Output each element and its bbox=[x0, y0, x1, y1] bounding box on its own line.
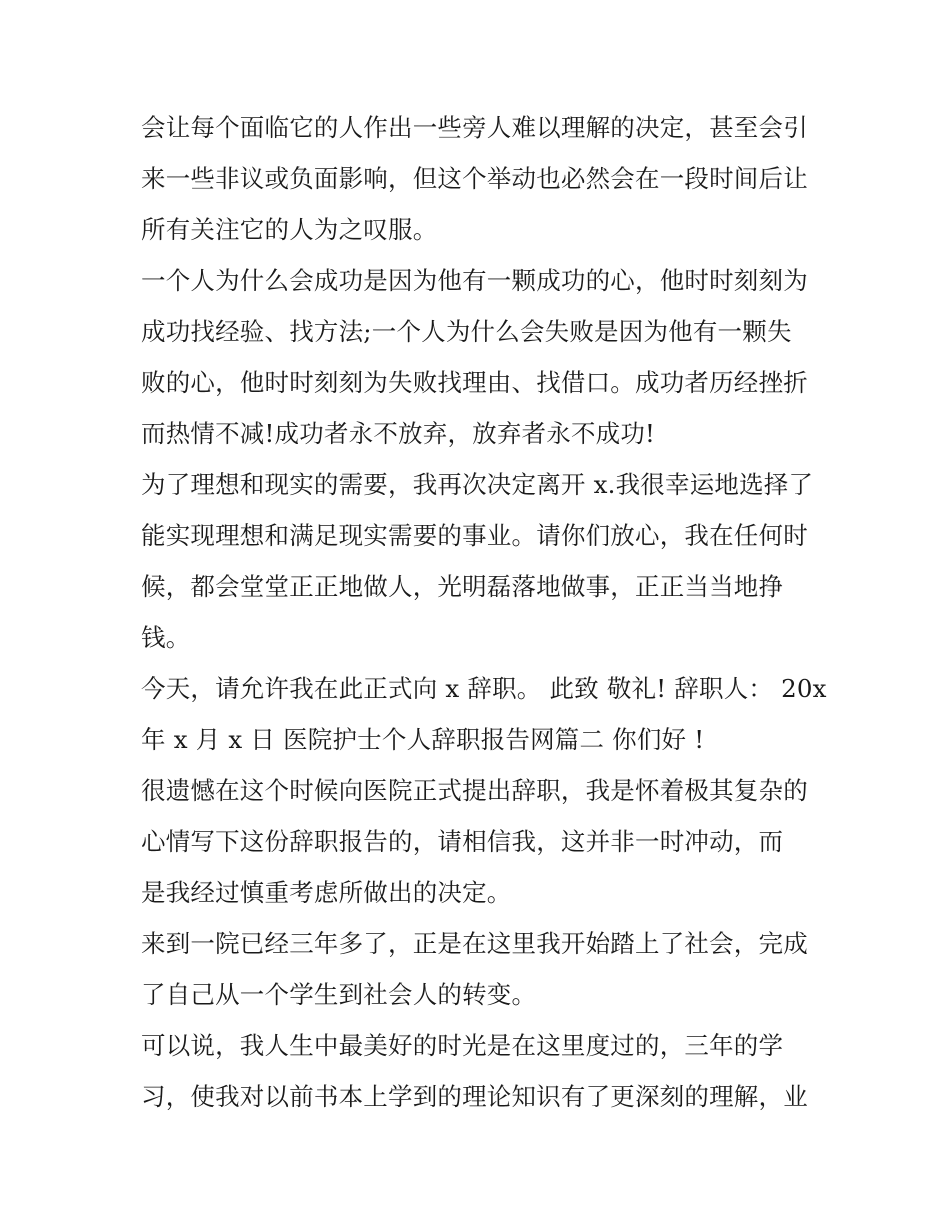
text-line: 能实现理想和满足现实需要的事业。请你们放心，我在任何时 bbox=[141, 521, 808, 550]
text-line: 来一些非议或负面影响，但这个举动也必然会在一段时间后让 bbox=[141, 164, 808, 193]
paragraph-2 bbox=[141, 255, 817, 459]
text-line: 成功找经验、找方法;一个人为什么会失败是因为他有一颗失 bbox=[141, 317, 792, 346]
text-line: 为了理想和现实的需要，我再次决定离开 x.我很幸运地选择了 bbox=[141, 470, 814, 499]
text-line: 今天，请允许我在此正式向 x 辞职。 此致 敬礼! 辞职人： 20x bbox=[141, 674, 827, 703]
paragraph-3 bbox=[141, 459, 817, 663]
paragraph-1 bbox=[141, 102, 817, 255]
text-line: 一个人为什么会成功是因为他有一颗成功的心，他时时刻刻为 bbox=[141, 266, 808, 295]
text-line: 所有关注它的人为之叹服。 bbox=[141, 215, 438, 244]
text-line: 心情写下这份辞职报告的，请相信我，这并非一时冲动，而 bbox=[141, 827, 784, 856]
paragraph-6 bbox=[141, 918, 817, 1020]
text-line: 年 x 月 x 日 医院护士个人辞职报告网篇二 你们好 ! bbox=[141, 725, 705, 754]
text-line: 可以说，我人生中最美好的时光是在这里度过的，三年的学 bbox=[141, 1031, 784, 1060]
text-line: 很遗憾在这个时候向医院正式提出辞职，我是怀着极其复杂的 bbox=[141, 776, 808, 805]
text-line: 了自己从一个学生到社会人的转变。 bbox=[141, 980, 537, 1009]
text-line: 而热情不减!成功者永不放弃，放弃者永不成功! bbox=[141, 419, 656, 448]
paragraph-4 bbox=[141, 663, 827, 765]
paragraph-7 bbox=[141, 1020, 817, 1122]
text-line: 习，使我对以前书本上学到的理论知识有了更深刻的理解，业 bbox=[141, 1082, 808, 1111]
text-line: 会让每个面临它的人作出一些旁人难以理解的决定，甚至会引 bbox=[141, 113, 808, 142]
text-line: 是我经过慎重考虑所做出的决定。 bbox=[141, 878, 512, 907]
text-line: 来到一院已经三年多了，正是在这里我开始踏上了社会，完成 bbox=[141, 929, 808, 958]
text-line: 候，都会堂堂正正地做人，光明磊落地做事，正正当当地挣 bbox=[141, 572, 784, 601]
text-line: 败的心，他时时刻刻为失败找理由、找借口。成功者历经挫折 bbox=[141, 368, 808, 397]
document-body bbox=[141, 102, 827, 1122]
text-line: 钱。 bbox=[141, 623, 191, 652]
paragraph-5 bbox=[141, 765, 817, 918]
